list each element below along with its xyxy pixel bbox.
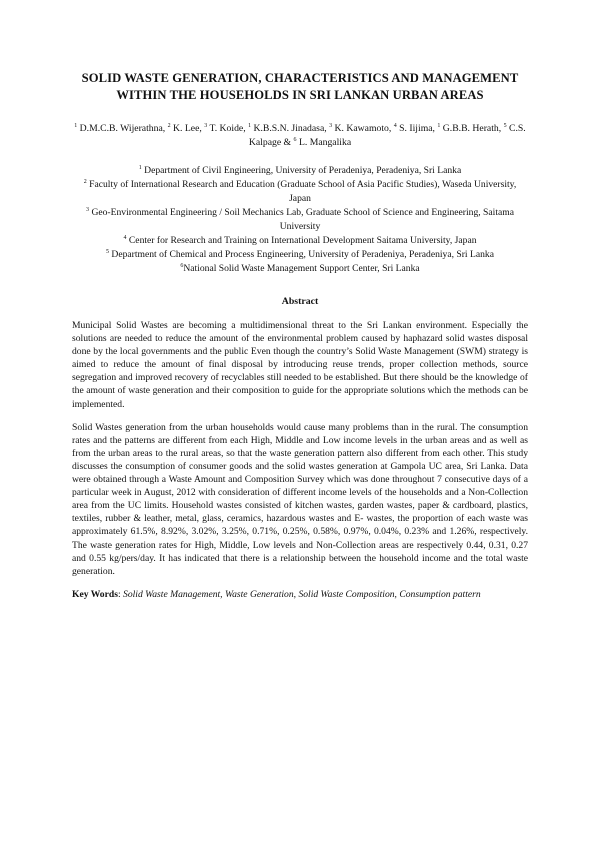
affiliation-text: Center for Research and Training on International Development Saitama University, Japan <box>128 235 477 246</box>
author <box>329 123 391 134</box>
author-list <box>72 122 528 150</box>
affiliation <box>72 262 528 276</box>
affiliation-marker: 5 <box>106 248 109 255</box>
author <box>248 123 327 134</box>
keywords-values: Solid Waste Management, Waste Generation, Solid Waste Composition, Consumption pattern <box>123 588 481 600</box>
paper-page <box>0 70 600 846</box>
author-affiliation-marker: 3 <box>204 122 208 129</box>
paper-title: SOLID WASTE GENERATION, CHARACTERISTICS AND MANAGEMENT WITHIN THE HOUSEHOLDS IN SRI LANKAN URBAN AREAS <box>81 71 519 102</box>
affiliation <box>72 164 528 178</box>
keywords-colon: : <box>117 588 121 600</box>
keywords-label: Key Words <box>72 588 118 600</box>
author-name: S. Iijima, <box>399 123 435 134</box>
author-affiliation-marker: 2 <box>167 122 171 129</box>
author-name: K.B.S.N. Jinadasa, <box>253 123 327 134</box>
author-affiliation-marker: 1 <box>248 122 252 129</box>
affiliation-marker: 6 <box>180 262 184 269</box>
affiliation <box>72 178 528 206</box>
affiliation-marker: 1 <box>138 164 142 171</box>
author <box>394 123 435 134</box>
keywords <box>72 588 528 601</box>
abstract-heading: Abstract <box>281 296 319 307</box>
author <box>204 123 245 134</box>
affiliation-text: Department of Civil Engineering, University of Peradeniya, Peradeniya, Sri Lanka <box>144 165 462 176</box>
affiliation-text: Faculty of International Research and Education (Graduate School of Asia Pacific Studies), Waseda University, Japan <box>89 179 517 204</box>
author-affiliation-marker: 6 <box>293 136 297 143</box>
author-name: L. Mangalika <box>298 137 352 148</box>
author-name: K. Lee, <box>173 123 202 134</box>
author-name: G.B.B. Herath, <box>442 123 502 134</box>
author <box>74 123 165 134</box>
affiliation-text: National Solid Waste Management Support Center, Sri Lanka <box>183 263 420 274</box>
author <box>437 123 501 134</box>
author-name: D.M.C.B. Wijerathna, <box>79 123 166 134</box>
author-affiliation-marker: 1 <box>74 122 78 129</box>
author-affiliation-marker: 4 <box>393 122 397 129</box>
abstract-paragraph-2: Solid Wastes generation from the urban households would cause many problems than in the rural. The consumption rates and the patterns are different from each High, Middle and Low income levels in the urban areas and as well as from the urban areas to the rural areas, so that the waste generation pattern also different from each other. This study discusses the consumption of consumer goods and the solid wastes generation at Gampola UC area, Sri Lanka. Data were obtained through a Waste Amount and Composition Survey which was done throughout 7 consecutive days of a particular week in August, 2012 with consideration of different income levels of the households and a Non-Collection area from the UC limits. Household wastes consisted of kitchen wastes, garden wastes, paper & cardboard, plastics, textiles, rubber & leather, metal, glass, ceramics, hazardous wastes and E- wastes, the proportion of each waste was approximately 61.5%, 8.92%, 3.02%, 3.25%, 0.71%, 0.25%, 0.58%, 0.97%, 0.04%, 0.23% and 1.26%, respectively. The waste generation rates for High, Middle, Low levels and Non-Collection areas are respectively 0.44, 0.31, 0.27 and 0.55 kg/pers/day. It has indicated that there is a relationship between the household income and the total waste generation. <box>72 421 528 577</box>
author-affiliation-marker: 5 <box>503 122 507 129</box>
affiliation <box>72 206 528 234</box>
abstract-paragraph-1: Municipal Solid Wastes are becoming a multidimensional threat to the Sri Lankan environment. Especially the solutions are needed to reduce the amount of the environmental problem caused by haphazard solid wastes disposal done by the local governments and the public Even though the country’s Solid Waste Management (SWM) strategy is aimed to reduce the amount of final disposal by introducing reuse trends, proper collection methods, source segregation and improved recovery of recyclables still needed to be established. But there should be the knowledge of the amount of waste generation and their composition to guide for the appropriate solutions which the methods can be implemented. <box>72 320 528 410</box>
affiliation <box>72 234 528 248</box>
affiliation-text: Geo-Environmental Engineering / Soil Mechanics Lab, Graduate School of Science and Engineering, Saitama University <box>91 207 514 232</box>
affiliation-list <box>72 164 528 276</box>
author-name: T. Koide, <box>209 123 246 134</box>
author-affiliation-marker: 3 <box>329 122 333 129</box>
affiliation <box>72 248 528 262</box>
affiliation-marker: 3 <box>86 206 90 213</box>
author-name: K. Kawamoto, <box>334 123 392 134</box>
author-name: C.S. Kalpage & <box>248 123 526 148</box>
affiliation-marker: 4 <box>123 234 127 241</box>
affiliation-marker: 2 <box>83 178 87 185</box>
author-affiliation-marker: 1 <box>437 122 441 129</box>
author <box>294 137 352 148</box>
author <box>168 123 202 134</box>
affiliation-text: Department of Chemical and Process Engineering, University of Peradeniya, Peradeniya, Sri Lanka <box>111 249 494 260</box>
